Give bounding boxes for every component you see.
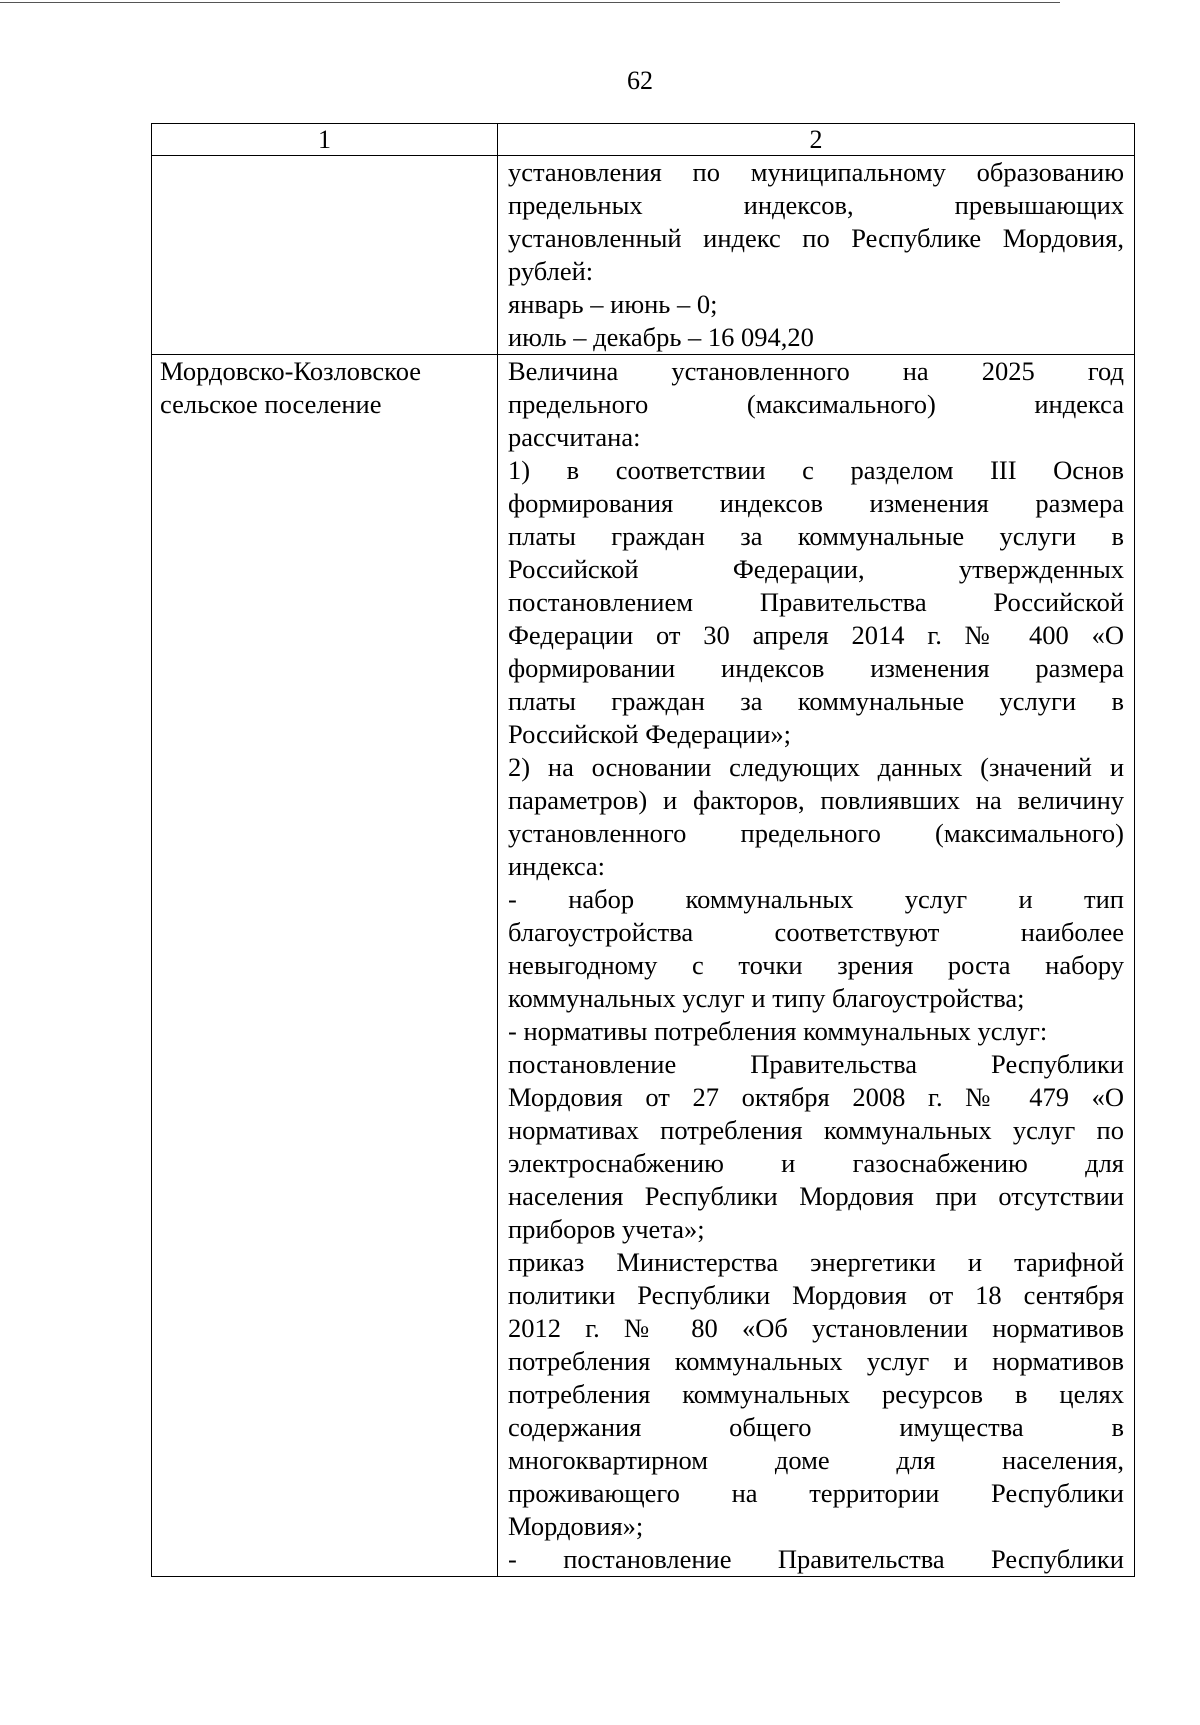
text-line: содержания общего имущества в <box>508 1412 1124 1442</box>
text-line: индекса: <box>508 851 606 881</box>
text-line: 2) на основании следующих данных (значений и <box>508 752 1124 782</box>
text-line: предельного (максимального) индекса <box>508 389 1124 419</box>
text-line: приборов учета»; <box>508 1214 705 1244</box>
text-line: предельных индексов, превышающих <box>508 190 1124 220</box>
text-line: приказ Министерства энергетики и тарифной <box>508 1247 1124 1277</box>
text-block <box>508 156 1124 354</box>
text-line: потребления коммунальных ресурсов в целях <box>508 1379 1124 1409</box>
table-cell-description <box>498 156 1135 355</box>
page-number: 62 <box>627 66 653 95</box>
text-line: Федерации от 30 апреля 2014 г. № 400 «О <box>508 620 1124 650</box>
text-line: нормативах потребления коммунальных услуг по <box>508 1115 1124 1145</box>
text-line: политики Республики Мордовия от 18 сентября <box>508 1280 1124 1310</box>
text-line: многоквартирном доме для населения, <box>508 1445 1124 1475</box>
text-line: платы граждан за коммунальные услуги в <box>508 521 1124 551</box>
text-line: благоустройства соответствуют наиболее <box>508 917 1124 947</box>
table-header-col-2: 2 <box>498 124 1135 156</box>
table-cell-description <box>498 355 1135 1577</box>
text-block <box>508 355 1124 1576</box>
text-line: потребления коммунальных услуг и нормативов <box>508 1346 1124 1376</box>
text-line: 2012 г. № 80 «Об установлении нормативов <box>508 1313 1124 1343</box>
text-line: коммунальных услуг и типу благоустройства; <box>508 983 1025 1013</box>
text-line: параметров) и факторов, повлиявших на величину <box>508 785 1124 815</box>
text-line: установленного предельного (максимального) <box>508 818 1124 848</box>
table-cell-municipality <box>152 355 498 1577</box>
text-line: формировании индексов изменения размера <box>508 653 1124 683</box>
text-line: невыгодному с точки зрения роста набору <box>508 950 1124 980</box>
table-header-col-1: 1 <box>152 124 498 156</box>
municipality-name-line: Мордовско-Козловское <box>160 356 422 386</box>
text-line: формирования индексов изменения размера <box>508 488 1124 518</box>
document-table <box>151 123 1135 1577</box>
text-line: 1) в соответствии с разделом III Основ <box>508 455 1124 485</box>
text-line: электроснабжению и газоснабжению для <box>508 1148 1124 1178</box>
text-line: рублей: <box>508 256 594 286</box>
text-line: постановлением Правительства Российской <box>508 587 1124 617</box>
text-line: рассчитана: <box>508 422 641 452</box>
text-line: январь – июнь – 0; <box>508 289 718 319</box>
text-line: платы граждан за коммунальные услуги в <box>508 686 1124 716</box>
text-line: Российской Федерации»; <box>508 719 791 749</box>
text-line: Мордовия от 27 октября 2008 г. № 479 «О <box>508 1082 1124 1112</box>
table-header-row <box>152 124 1135 156</box>
text-line: установленный индекс по Республике Мордовия, <box>508 223 1124 253</box>
text-line: - нормативы потребления коммунальных услуг: <box>508 1016 1048 1046</box>
text-line: Мордовия»; <box>508 1511 644 1541</box>
table-cell-municipality-empty <box>152 156 498 355</box>
text-line: проживающего на территории Республики <box>508 1478 1124 1508</box>
table-row-continuation <box>152 156 1135 355</box>
text-line: населения Республики Мордовия при отсутствии <box>508 1181 1124 1211</box>
text-line: Российской Федерации, утвержденных <box>508 554 1124 584</box>
municipality-name-line: сельское поселение <box>160 389 382 419</box>
text-line: Величина установленного на 2025 год <box>508 356 1124 386</box>
table-row-mordovsko-kozlovskoe <box>152 355 1135 1577</box>
text-line: июль – декабрь – 16 094,20 <box>508 322 814 352</box>
scan-top-edge <box>0 2 1060 3</box>
text-line: - набор коммунальных услуг и тип <box>508 884 1124 914</box>
text-line: - постановление Правительства Республики <box>508 1544 1124 1574</box>
text-line: постановление Правительства Республики <box>508 1049 1124 1079</box>
text-line: установления по муниципальному образованию <box>508 157 1124 187</box>
